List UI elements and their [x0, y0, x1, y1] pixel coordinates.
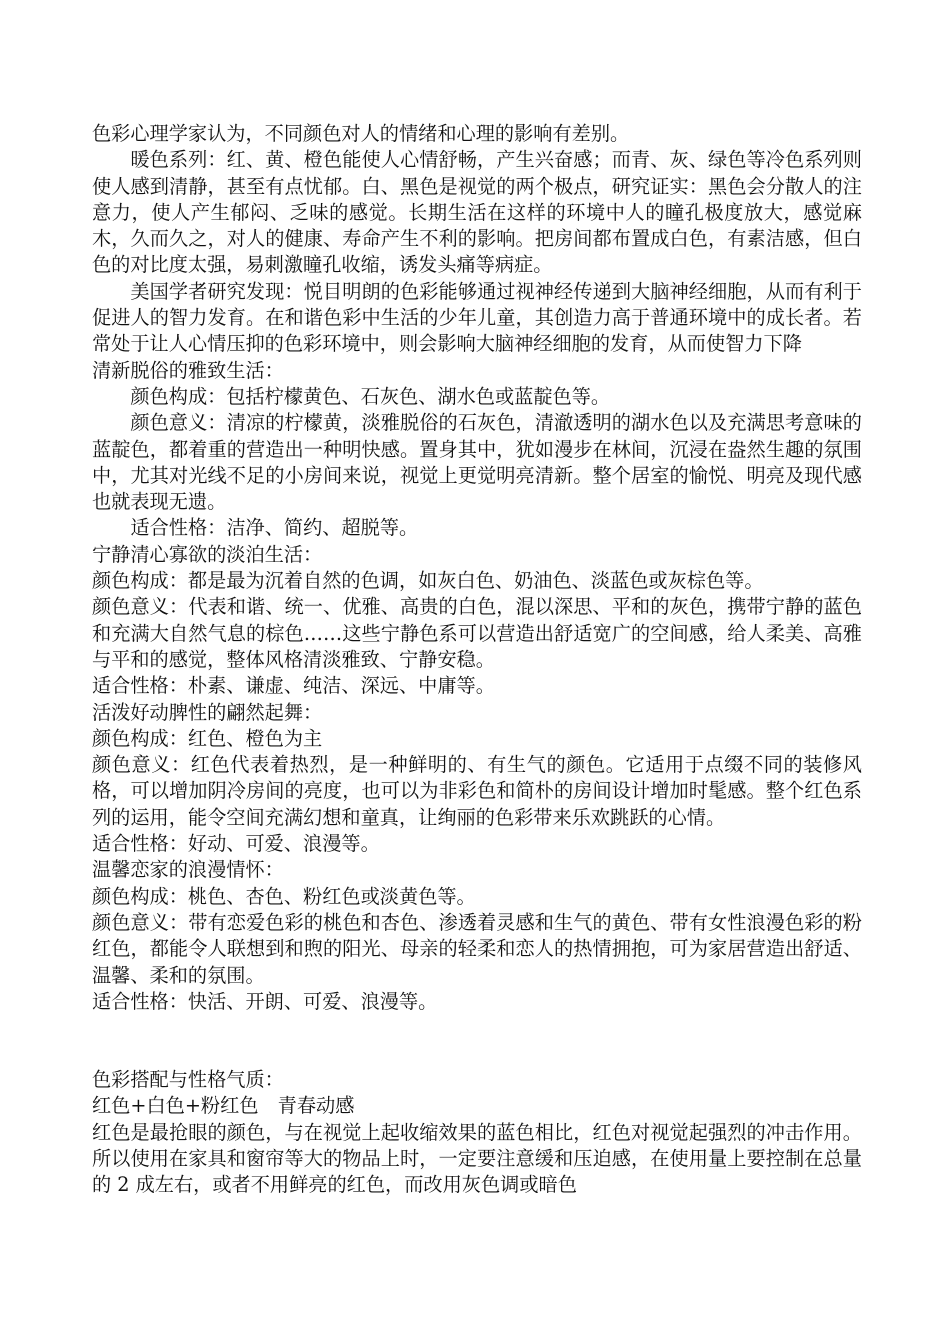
paragraph: 颜色构成：红色、橙色为主	[92, 726, 323, 750]
paragraph: 温馨恋家的浪漫情怀：	[92, 858, 284, 882]
paragraph: 颜色意义：清凉的柠檬黄，淡雅脱俗的石灰色，清澈透明的湖水色以及充满思考意味的蓝靛色，都着重的营造出一种明快感。置身其中，犹如漫步在林间，沉浸在盎然生趣的氛围中，尤其对光线不足的小房间来说，视觉上更觉明亮清新。整个居室的愉悦、明亮及现代感也就表现无遗。	[92, 411, 862, 514]
paragraph: 颜色构成：桃色、杏色、粉红色或淡黄色等。	[92, 884, 476, 908]
paragraph: 美国学者研究发现：悦目明朗的色彩能够通过视神经传递到大脑神经细胞，从而有利于促进人的智力发育。在和谐色彩中生活的少年儿童，其创造力高于普通环境中的成长者。若常处于让人心情压抑的色彩环境中，则会影响大脑神经细胞的发育，从而使智力下降	[92, 279, 862, 356]
document-section-color-psychology	[92, 121, 862, 1015]
paragraph: 活泼好动脾性的翩然起舞：	[92, 700, 323, 724]
document-body	[92, 121, 862, 1199]
paragraph: 适合性格：好动、可爱、浪漫等。	[92, 832, 380, 856]
paragraph: 色彩搭配与性格气质：	[92, 1068, 284, 1092]
paragraph: 暖色系列：红、黄、橙色能使人心情舒畅，产生兴奋感；而青、灰、绿色等冷色系列则使人感到清静，甚至有点忧郁。白、黑色是视觉的两个极点，研究证实：黑色会分散人的注意力，使人产生郁闷、乏味的感觉。长期生活在这样的环境中人的瞳孔极度放大，感觉麻木，久而久之，对人的健康、寿命产生不利的影响。把房间都布置成白色，有素洁感，但白色的对比度太强，易刺激瞳孔收缩，诱发头痛等病症。	[92, 148, 862, 277]
paragraph: 清新脱俗的雅致生活：	[92, 358, 284, 382]
document-section-color-matching	[92, 1067, 862, 1198]
paragraph: 红色+白色+粉红色 青春动感	[92, 1094, 355, 1118]
paragraph: 颜色构成：都是最为沉着自然的色调，如灰白色、奶油色、淡蓝色或灰棕色等。	[92, 569, 764, 593]
paragraph: 颜色意义：代表和谐、统一、优雅、高贵的白色，混以深思、平和的灰色，携带宁静的蓝色和充满大自然气息的棕色……这些宁静色系可以营造出舒适宽广的空间感，给人柔美、高雅与平和的感觉，整体风格清淡雅致、宁静安稳。	[92, 595, 862, 671]
paragraph: 颜色意义：带有恋爱色彩的桃色和杏色、渗透着灵感和生气的黄色、带有女性浪漫色彩的粉红色，都能令人联想到和煦的阳光、母亲的轻柔和恋人的热情拥抱，可为家居营造出舒适、温馨、柔和的氛围。	[92, 910, 862, 987]
paragraph: 颜色构成：包括柠檬黄色、石灰色、湖水色或蓝靛色等。	[130, 384, 611, 408]
paragraph: 适合性格：朴素、谦虚、纯洁、深远、中庸等。	[92, 674, 495, 698]
section-spacer	[92, 1015, 862, 1067]
paragraph: 色彩心理学家认为，不同颜色对人的情绪和心理的影响有差别。	[92, 122, 630, 145]
paragraph: 颜色意义：红色代表着热烈，是一种鲜明的、有生气的颜色。它适用于点缀不同的装修风格，可以增加阴冷房间的亮度，也可以为非彩色和简朴的房间设计增加时髦感。整个红色系列的运用，能令空间充满幻想和童真，让绚丽的色彩带来乐欢跳跃的心情。	[92, 753, 862, 829]
paragraph: 红色是最抢眼的颜色，与在视觉上起收缩效果的蓝色相比，红色对视觉起强烈的冲击作用。所以使用在家具和窗帘等大的物品上时，一定要注意缓和压迫感，在使用量上要控制在总量的 2 成左右，或者不用鲜亮的红色，而改用灰色调或暗色	[92, 1120, 862, 1197]
paragraph: 宁静清心寡欲的淡泊生活：	[92, 542, 323, 566]
paragraph: 适合性格：快活、开朗、可爱、浪漫等。	[92, 989, 438, 1013]
paragraph: 适合性格：洁净、简约、超脱等。	[130, 516, 419, 540]
